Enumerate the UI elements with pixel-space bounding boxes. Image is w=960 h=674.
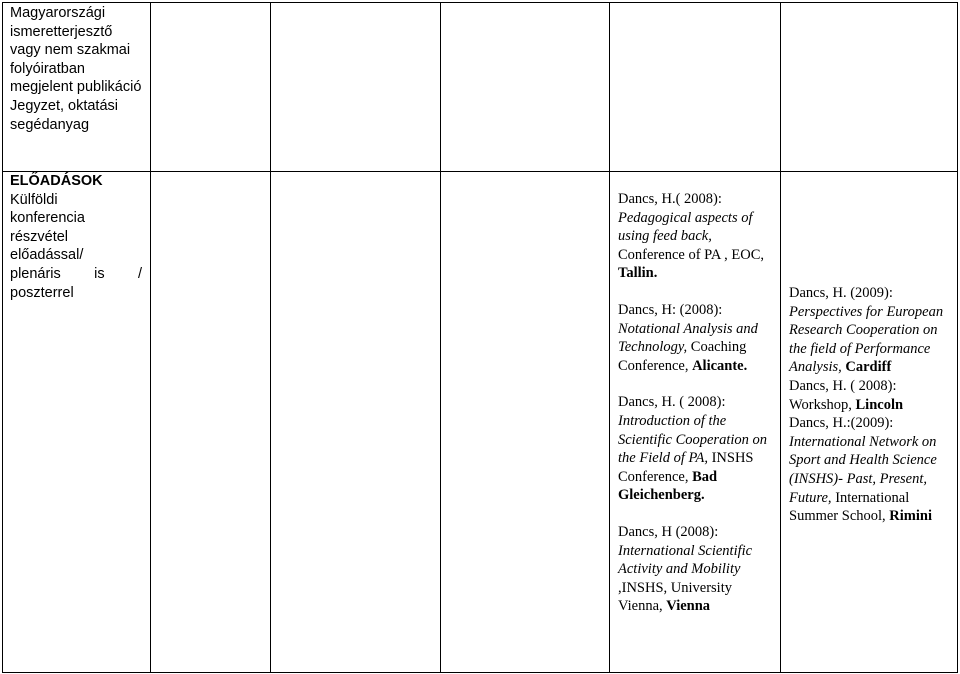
list-item bbox=[789, 377, 954, 414]
entry-city: Vienna bbox=[666, 598, 711, 615]
publication-types-cell bbox=[10, 4, 142, 134]
entry-title: International Scientific Activity and Mobility bbox=[618, 542, 753, 578]
entry-city: Bad Gleichenberg. bbox=[618, 468, 718, 504]
presentations-2009-cell bbox=[789, 284, 954, 526]
entry-event: Conference of PA , EOC, bbox=[618, 246, 765, 263]
entry-event: Workshop, bbox=[789, 396, 852, 413]
entry-event: ,INSHS, University Vienna, bbox=[618, 579, 732, 615]
presentation-type-line bbox=[10, 265, 142, 284]
list-item bbox=[618, 301, 776, 375]
entry-title: Introduction of the Scientific Cooperation on the Field of PA, bbox=[618, 412, 768, 467]
entry-city: Cardiff bbox=[845, 359, 892, 376]
list-item bbox=[618, 190, 776, 283]
entry-event: INSHS Conference, bbox=[618, 450, 754, 485]
list-item bbox=[618, 523, 776, 616]
row-divider bbox=[2, 171, 958, 172]
entry-title: International Network on Sport and Health Science (INSHS)- Past, Present, Future, bbox=[789, 433, 937, 506]
entry-city: Rimini bbox=[889, 508, 932, 525]
presentation-type-line: előadással/ bbox=[10, 247, 84, 264]
entry-author: Dancs, H. ( 2008): bbox=[618, 394, 726, 411]
publication-type-lecture-notes: Jegyzet, oktatási segédanyag bbox=[10, 97, 118, 133]
presentation-type-word: is bbox=[94, 265, 105, 282]
column-divider bbox=[440, 2, 441, 673]
entry-title: Notational Analysis and Technology, bbox=[618, 320, 758, 356]
presentation-type-word: plenáris bbox=[10, 265, 61, 282]
publication-type-popular: Magyarországi ismeretterjesztő vagy nem szakmai folyóiratban megjelent publikáció bbox=[10, 5, 142, 96]
table-top-border bbox=[2, 2, 958, 3]
presentation-type-word: / bbox=[137, 265, 142, 282]
table-left-border bbox=[2, 2, 3, 673]
entry-event: International Summer School, bbox=[789, 489, 910, 525]
entry-title: Pedagogical aspects of using feed back, bbox=[618, 209, 753, 245]
presentation-type-line: Külföldi bbox=[10, 191, 58, 208]
list-item bbox=[618, 393, 776, 505]
list-item bbox=[789, 414, 954, 526]
entry-author: Dancs, H. ( 2008): bbox=[789, 377, 897, 394]
column-divider bbox=[609, 2, 610, 673]
table-bottom-border bbox=[2, 672, 958, 673]
column-divider bbox=[150, 2, 151, 673]
list-item bbox=[789, 284, 954, 377]
column-divider bbox=[270, 2, 271, 673]
entry-author: Dancs, H.:(2009): bbox=[789, 415, 894, 432]
column-divider bbox=[780, 2, 781, 673]
presentations-2008-cell bbox=[618, 190, 776, 616]
presentation-type-line: poszterrel bbox=[10, 284, 74, 301]
entry-city: Tallin. bbox=[618, 265, 658, 282]
presentation-type-line: konferencia bbox=[10, 210, 85, 227]
entry-city: Alicante. bbox=[692, 357, 748, 374]
entry-city: Lincoln bbox=[855, 396, 904, 413]
table-right-border bbox=[957, 2, 958, 673]
presentation-type-line: részvétel bbox=[10, 228, 69, 245]
section-title: ELŐADÁSOK bbox=[10, 173, 103, 189]
entry-author: Dancs, H.( 2008): bbox=[618, 191, 722, 207]
entry-author: Dancs, H (2008): bbox=[618, 523, 719, 540]
entry-author: Dancs, H. (2009): bbox=[789, 285, 893, 301]
entry-title: Perspectives for European Research Cooperation on the field of Performance Analysis, bbox=[789, 303, 944, 376]
presentations-cell bbox=[10, 172, 142, 302]
entry-event: Coaching Conference, bbox=[618, 339, 747, 374]
entry-author: Dancs, H: (2008): bbox=[618, 301, 723, 318]
